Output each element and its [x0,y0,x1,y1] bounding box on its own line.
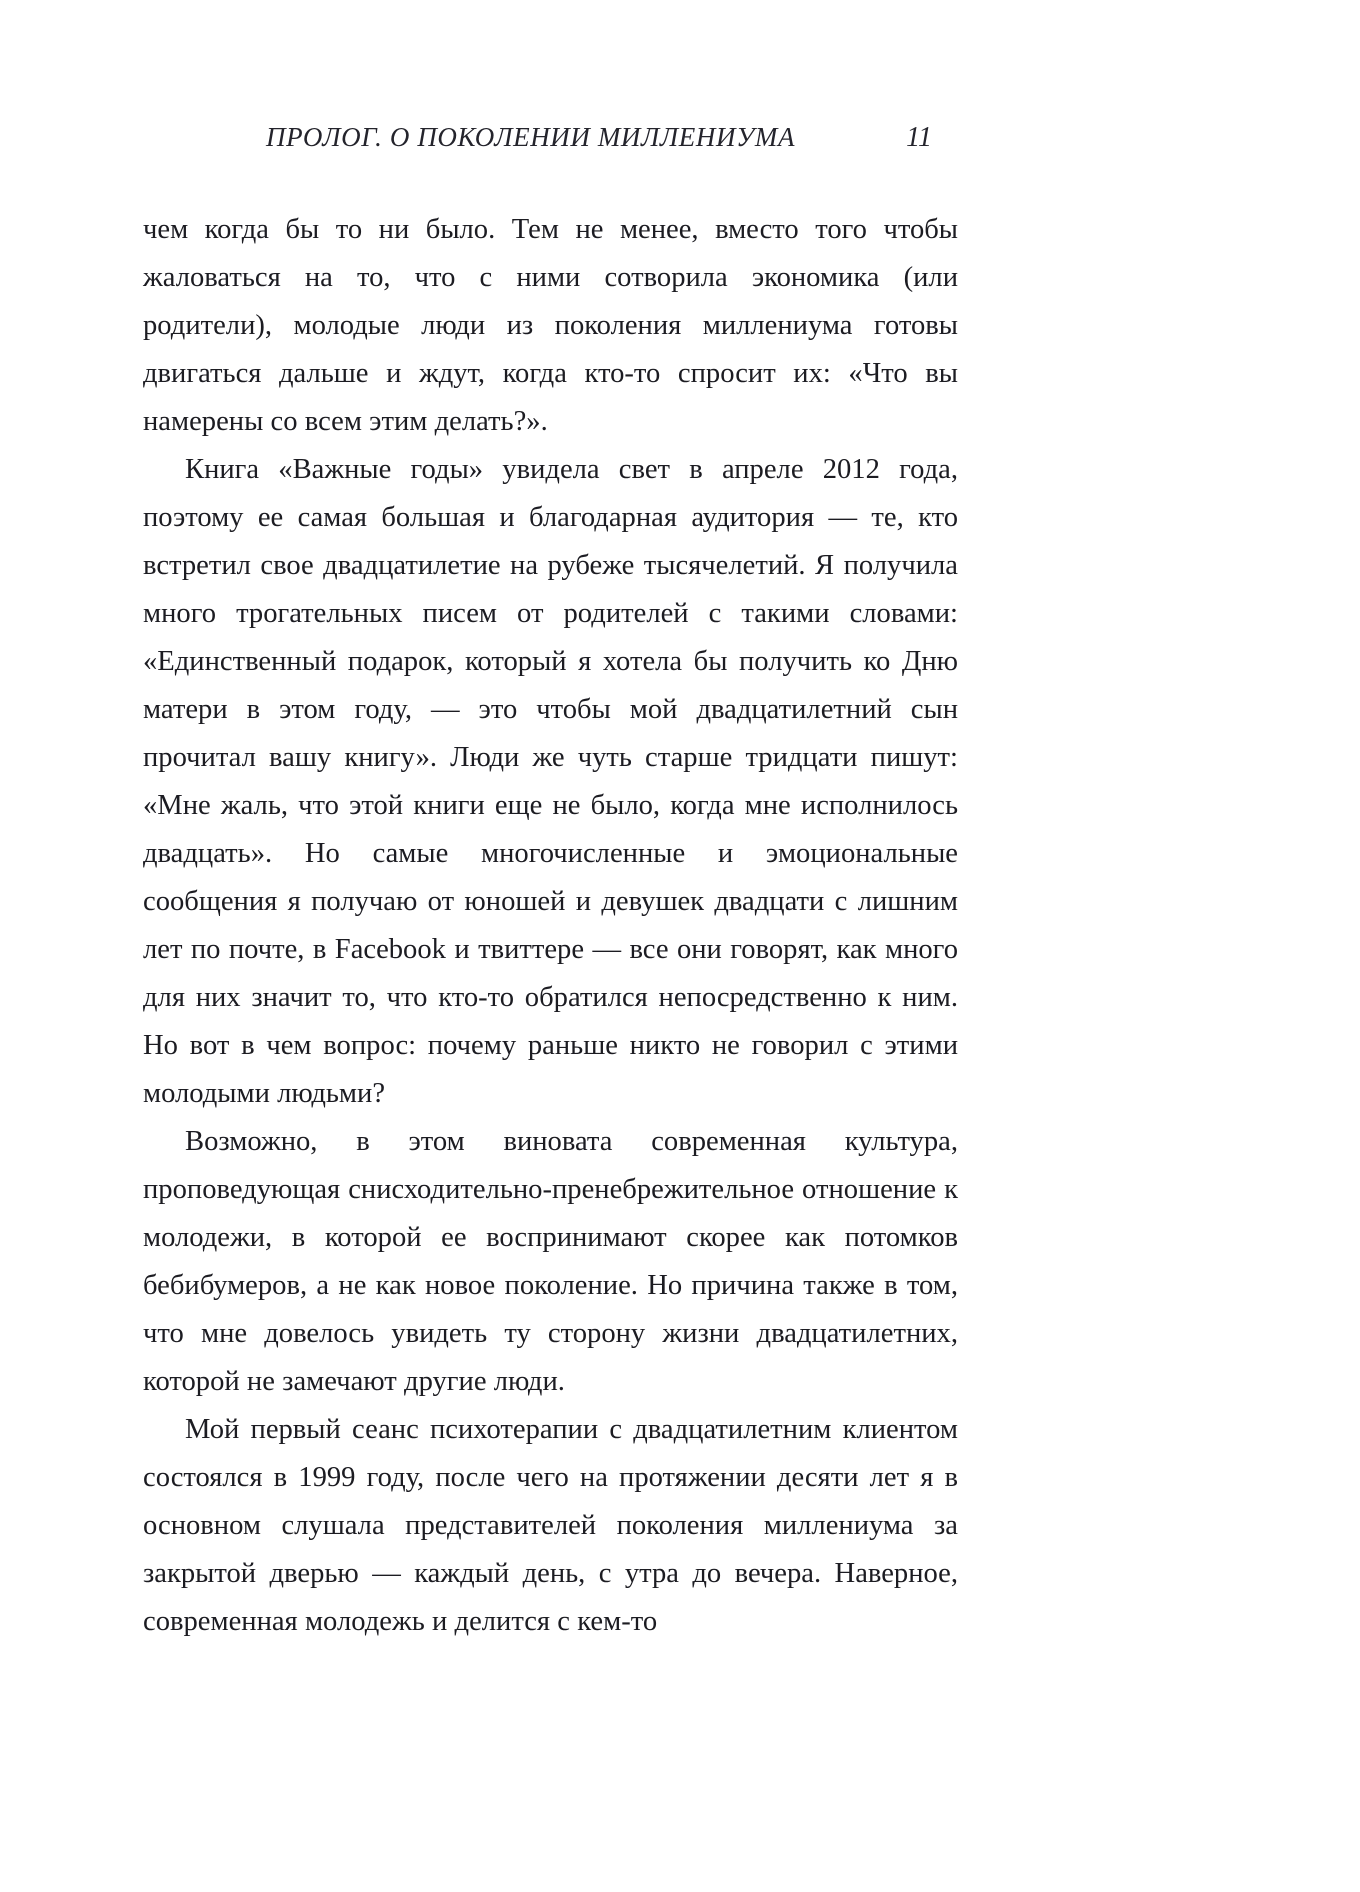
paragraph-2: Книга «Важные годы» увидела свет в апреле 2012 года, поэтому ее самая большая и благодарная аудитория — те, кто встретил свое двадцатилетие на рубеже тысячелетий. Я получила много трогательных писем от родителей с такими словами: «Единственный подарок, который я хотела бы получить ко Дню матери в этом году, — это чтобы мой двадцатилетний сын прочитал вашу книгу». Люди же чуть старше тридцати пишут: «Мне жаль, что этой книги еще не было, когда мне исполнилось двадцать». Но самые многочисленные и эмоциональные сообщения я получаю от юношей и девушек двадцати с лишним лет по почте, в Facebook и твиттере — все они говорят, как много для них значит то, что кто-то обратился непосредственно к ним. Но вот в чем вопрос: почему раньше никто не говорил с этими молодыми людьми? [143,454,958,1109]
running-head-title: ПРОЛОГ. О ПОКОЛЕНИИ МИЛЛЕНИУМА [266,122,796,152]
page-number: 11 [906,122,932,153]
paragraph-1: чем когда бы то ни было. Тем не менее, вместо того чтобы жаловаться на то, что с ними сотворила экономика (или родители), молодые люди из поколения миллениума готовы двигаться дальше и ждут, когда кто-то спросит их: «Что вы намерены со всем этим делать?». [143,214,958,437]
body-text-block [143,206,958,1646]
running-head [266,122,932,162]
paragraph-3: Возможно, в этом виновата современная культура, проповедующая снисходительно-пренебрежительное отношение к молодежи, в которой ее воспринимают скорее как потомков бебибумеров, а не как новое поколение. Но причина также в том, что мне довелось увидеть ту сторону жизни двадцатилетних, которой не замечают другие люди. [143,1126,958,1397]
paragraph-4: Мой первый сеанс психотерапии с двадцатилетним клиентом состоялся в 1999 году, после чего на протяжении десяти лет я в основном слушала представителей поколения миллениума за закрытой дверью — каждый день, с утра до вечера. Наверное, современная молодежь и делится с кем-то [143,1414,958,1637]
